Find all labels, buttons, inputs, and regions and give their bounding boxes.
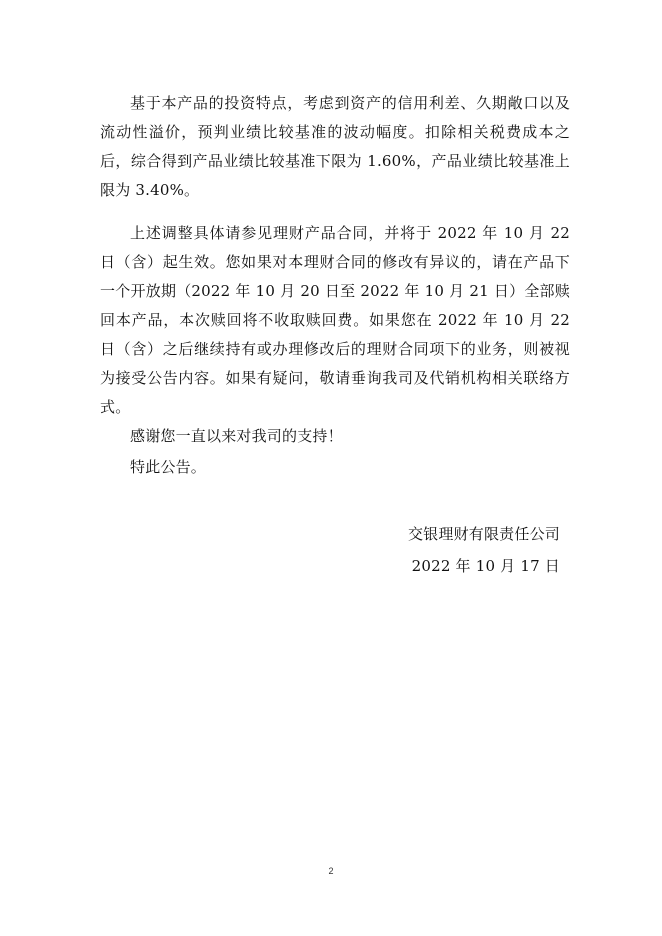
paragraph-benchmark-range: 基于本产品的投资特点，考虑到资产的信用利差、久期敞口以及流动性溢价，预判业绩比较基准的波动幅度。扣除相关税费成本之后，综合得到产品业绩比较基准下限为 1.60%，产品业绩比较基准上限为 3.40%。: [100, 94, 570, 199]
paragraph-thanks: 感谢您一直以来对我司的支持！: [130, 427, 343, 445]
paragraph-announcement-closing: 特此公告。: [130, 458, 207, 476]
signature-company: 交银理财有限责任公司: [407, 525, 560, 543]
page-number: 2: [328, 866, 334, 876]
paragraph-effective-date: 上述调整具体请参见理财产品合同，并将于 2022 年 10 月 22 日（含）起生效。您如果对本理财合同的修改有异议的，请在产品下一个开放期（2022 年 10 月 20 日至 2022 年 10 月 21 日）全部赎回本产品，本次赎回将不收取赎回费。如果您在 2022 年 10 月 22 日（含）之后继续持有或办理修改后的理财合同项下的业务，则被视为接受公告内容。如果有疑问，敬请垂询我司及代销机构相关联络方式。: [100, 224, 570, 416]
signature-date: 2022 年 10 月 17 日: [411, 557, 560, 575]
